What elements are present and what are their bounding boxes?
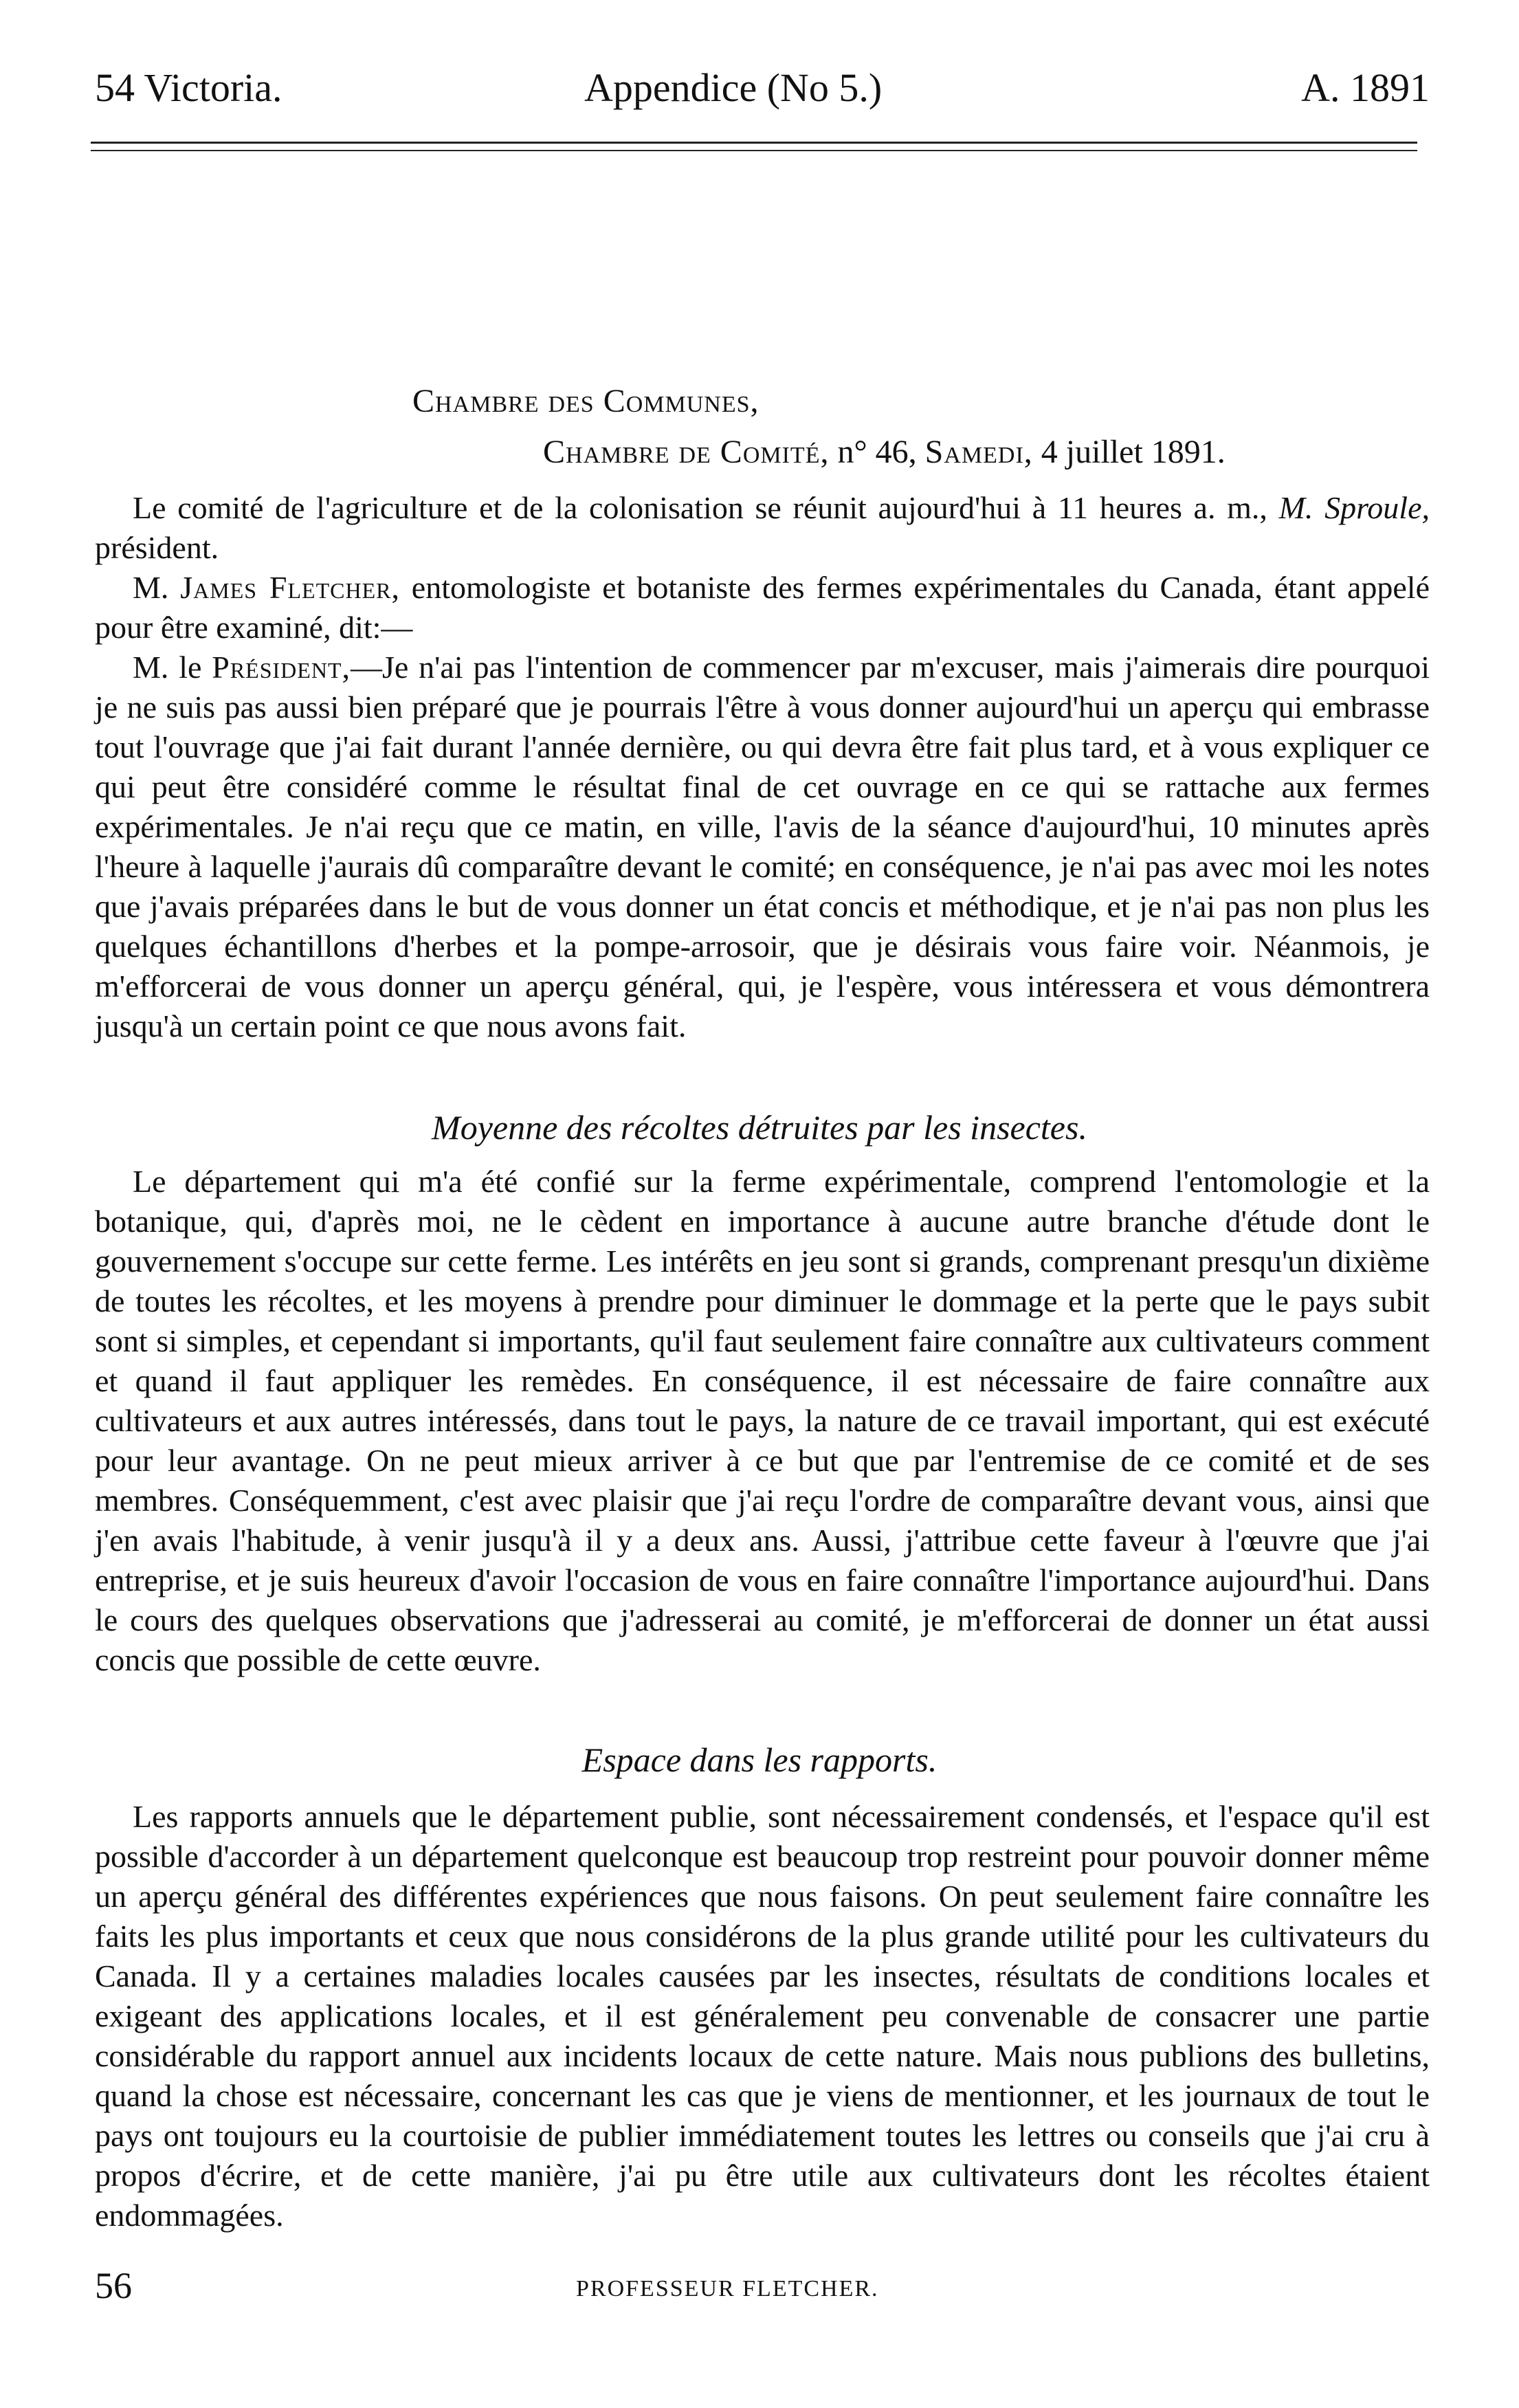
opening-paragraph xyxy=(95,488,1430,568)
header-session: 54 Victoria. xyxy=(95,65,282,110)
president-text: —Je n'ai pas l'intention de commencer par m'excuser, mais j'aimerais dire pourquoi je ne suis pas aussi bien préparé que je pourrais l'être à vous donner aujourd'hui un aperçu qui embrasse tout l'ouvrage que j'ai fait durant l'année dernière, ou qui devra être fait plus tard, et à vous expliquer ce qui peut être considéré comme le résultat final de cet ouvrage en ce qui se rattache aux fermes expérimentales. Je n'ai reçu que ce matin, en ville, l'avis de la séance d'aujourd'hui, 10 minutes après l'heure à laquelle j'aurais dû comparaître devant le comité; en conséquence, je n'ai pas avec moi les notes que j'avais préparées dans le but de vous donner un état concis et méthodique, et je n'ai pas non plus les quelques échantillons d'herbes et la pompe-arrosoir, que je désirais vous faire voir. Néanmois, je m'efforcerai de vous donner un aperçu général, qui, je l'espère, vous intéressera et vous démontrera jusqu'à un certain point ce que nous avons fait. xyxy=(95,650,1430,1043)
president-paragraph xyxy=(95,648,1430,1046)
witness-text: entomologiste et botaniste des fermes expérimentales du Canada, étant appelé pour être examiné, dit:— xyxy=(95,570,1430,645)
opening-text: Le comité de l'agriculture et de la colonisation se réunit aujourd'hui à 11 heures a. m., xyxy=(133,490,1279,525)
president-prefix: M. le xyxy=(133,650,212,685)
reports-paragraph: Les rapports annuels que le département publie, sont nécessairement condensés, et l'espace qu'il est possible d'accorder à un département quelconque est beaucoup trop restreint pour pouvoir donner même un aperçu général des différentes expériences que nous faisons. On peut seulement faire connaître les faits les plus importants et ceux que nous considérons de la plus grande utilité pour les cultivateurs du Canada. Il y a certaines maladies locales causées par les insectes, résultats de conditions locales et exigeant des applications locales, et il est généralement peu convenable de consacrer une partie considérable du rapport annuel aux incidents locaux de cette nature. Mais nous publions des bulletins, quand la chose est nécessaire, concernant les cas que je viens de mentionner, et les journaux de tout le pays ont toujours eu la courtoisie de publier immédiatement toutes les lettres ou conseils que j'ai cru à propos d'écrire, et de cette manière, j'ai pu être utile aux cultivateurs dont les récoltes étaient endommagées. xyxy=(95,1799,1430,2233)
session-date: 4 juillet 1891. xyxy=(1032,434,1226,470)
page-footer xyxy=(95,2262,1430,2310)
speaker-name: PROFESSEUR FLETCHER. xyxy=(576,2276,879,2301)
header-rule-thin xyxy=(91,150,1417,151)
session-line xyxy=(543,433,1226,471)
section-heading-crops: Moyenne des récoltes détruites par les insectes. xyxy=(432,1108,1087,1147)
running-header xyxy=(95,60,1430,115)
opening-text-end: président. xyxy=(95,530,219,565)
room-details: n° 46, xyxy=(829,434,925,470)
witness-name: James Fletcher, xyxy=(180,570,400,605)
president-title: Président, xyxy=(212,650,351,685)
chamber-heading: Chambre des Communes, xyxy=(412,383,760,419)
room-label: Chambre de Comité, xyxy=(543,434,830,470)
crops-paragraph: Le département qui m'a été confié sur la ferme expérimentale, comprend l'entomologie et la botanique, qui, d'après moi, ne le cèdent en importance à aucune autre branche d'étude dont le gouvernement s'occupe sur cette ferme. Les intérêts en jeu sont si grands, comprenant presqu'un dixième de toutes les récoltes, et les moyens à prendre pour diminuer le dommage et la perte que le pays subit sont si simples, et cependant si importants, qu'il faut seulement faire connaître aux cultivateurs comment et quand il faut appliquer les remèdes. En conséquence, il est nécessaire de faire connaître aux cultivateurs et aux autres intéressés, dans tout le pays, la nature de ce travail important, qui est exécuté pour leur avantage. On ne peut mieux arriver à ce but que par l'entremise de ce comité et de ses membres. Conséquemment, c'est avec plaisir que j'ai reçu l'ordre de comparaître devant vous, ainsi que j'en avais l'habitude, à venir jusqu'à il y a deux ans. Aussi, j'attribue cette faveur à l'œuvre que j'ai entreprise, et je suis heureux d'avoir l'occasion de vous en faire connaître l'importance aujourd'hui. Dans le cours des quelques observations que j'adresserai au comité, je m'efforcerai de donner un état aussi concis que possible de cette œuvre. xyxy=(95,1164,1430,1677)
header-year: A. 1891 xyxy=(1301,65,1430,110)
page-number: 56 xyxy=(95,2265,132,2306)
header-rule xyxy=(91,142,1417,144)
header-appendix: Appendice (No 5.) xyxy=(584,65,883,110)
session-day: Samedi, xyxy=(924,434,1033,470)
chair-name: M. Sproule, xyxy=(1278,490,1430,525)
section-heading-reports: Espace dans les rapports. xyxy=(581,1741,938,1779)
witness-paragraph xyxy=(95,568,1430,648)
witness-prefix: M. xyxy=(133,570,181,605)
